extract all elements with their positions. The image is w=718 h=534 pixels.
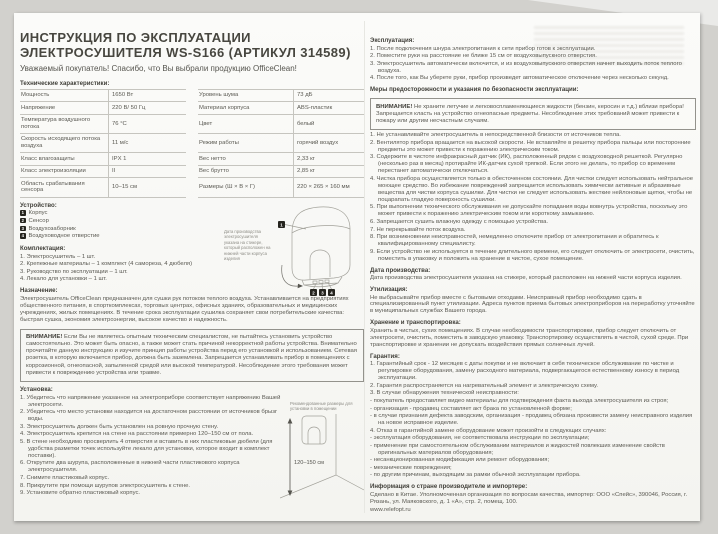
title-line-1: ИНСТРУКЦИЯ ПО ЭКСПЛУАТАЦИИ bbox=[20, 30, 251, 45]
safety-item: 9. Если устройство не используется в течение длительного времени, его следует отключить от электросети, очистить, поместить в упаковку и положить на хранение в чистое, сухое помещение. bbox=[370, 248, 695, 262]
warranty-item: 3. В случае обнаружения технической неисправности: bbox=[370, 390, 519, 397]
warranty-item: 1. Гарантийный срок - 12 месяцев с даты покупки и не включает в себя техническое обслуживание по чистке и регулировке оборудования, замену расходного материала, подвергающегося естественному износу в период эксплуатации. bbox=[370, 361, 680, 382]
table-gap bbox=[186, 102, 198, 115]
operation-step: 4. После того, как Вы уберете руки, прибор произведет автоматическое отключение через несколько секунд. bbox=[370, 75, 669, 82]
production-date-text: Дата производства электросушителя указана на стикере, который расположен на нижней части корпуса изделия. bbox=[370, 275, 682, 282]
spec-label: Уровень шума bbox=[198, 89, 294, 103]
spec-label: Материал корпуса bbox=[198, 102, 294, 115]
spec-value: горячий воздух bbox=[294, 134, 364, 153]
spec-label: Скорость исходящего потока воздуха bbox=[20, 134, 109, 153]
warranty-item: - механические повреждения; bbox=[370, 464, 452, 471]
table-gap bbox=[186, 166, 198, 179]
install-step: 4. Электросушитель крепится на стене на расстоянии примерно 120–150 см от пола. bbox=[20, 431, 254, 438]
title-line-2: ЭЛЕКТРОСУШИТЕЛЯ WS-S166 (АРТИКУЛ 314589) bbox=[20, 44, 351, 60]
spec-value: 220 В/ 50 Гц bbox=[109, 102, 186, 115]
device-diagram bbox=[224, 203, 364, 297]
install-step: 5. В стене необходимо просверлить 4 отверстия и вставить в них пластиковые дюбели (для удобства разметки точек используйте лекало для установки, которое входит в комплект поставки). bbox=[20, 438, 273, 459]
warning-box-safety bbox=[370, 98, 696, 130]
spec-value: ABS-пластик bbox=[294, 102, 364, 115]
warning-text: Не храните летучие и легковоспламеняющиеся жидкости (бензин, керосин и т.д.) вблизи прибора! Запрещается класть на устройство огнеопасные предметы. Несоблюдение этих требований может привести к пожару или другим несчастным случаям. bbox=[376, 103, 684, 124]
safety-item: 8. При возникновении неисправностей, немедленно отключите прибор от электропитания и обратитесь к квалифицированному специалисту. bbox=[370, 234, 659, 248]
item-number-badge: 1 bbox=[21, 210, 24, 216]
warranty-item: - эксплуатация оборудования, не соответствовала инструкции по эксплуатации; bbox=[370, 435, 590, 442]
spec-label: Мощность bbox=[20, 89, 109, 103]
safety-item: 2. Вентилятор прибора вращается на высокой скорости. Не вставляйте в решетку прибора пальцы или посторонние предметы это может привести к поражению электрическим током. bbox=[370, 139, 691, 153]
spec-label: Вес нетто bbox=[198, 153, 294, 166]
safety-item: 6. Запрещается сушить влажную одежду с помощью устройства. bbox=[370, 218, 549, 225]
item-number-badge: 2 bbox=[21, 217, 24, 223]
spec-label: Вес брутто bbox=[198, 166, 294, 179]
production-date-heading: Дата производства: bbox=[370, 266, 431, 274]
device-item-label: Воздухозаборник bbox=[28, 225, 76, 232]
mounting-height-sketch bbox=[280, 414, 364, 502]
spec-value: 1650 Вт bbox=[109, 89, 186, 103]
warranty-item: 2. Гарантия распространяется на нагревательный элемент и электрическую схему. bbox=[370, 382, 598, 389]
install-step: 3. Электросушитель должен быть установлен на ровную прочную стену. bbox=[20, 423, 219, 430]
manufacturer-heading: Информация о стране производителе и импортере: bbox=[370, 483, 528, 491]
install-list bbox=[20, 395, 284, 497]
callout-3: 3 bbox=[321, 290, 324, 296]
spec-value: 73 дБ bbox=[294, 89, 364, 103]
device-item-label: Корпус bbox=[28, 210, 48, 217]
item-number-badge: 4 bbox=[21, 233, 24, 239]
page-title bbox=[20, 31, 364, 60]
warranty-item: - по другим причинам, выходящим за рамки обычной эксплуатации прибора. bbox=[370, 472, 581, 479]
table-gap bbox=[186, 178, 198, 197]
warranty-item: 4. Отказ в гарантийной замене оборудование может произойти в следующих случаях: bbox=[370, 427, 607, 434]
safety-item: 4. Чистка прибора осуществляется только в обесточенном состоянии. Для чистки следует использовать нейтральное моющее средство. Во избежание повреждений запрещается использовать химически активные и абразивные вещества для чистки корпуса сушилки. Для чистки не следует использовать жесткие нейлоновые щетки, чтобы не поцарапать гладкую поверхность сушилки. bbox=[370, 175, 694, 203]
install-diagram bbox=[280, 401, 364, 505]
install-step: 8. Прикрутите при помощи шурупов электросушитель к стене. bbox=[20, 482, 191, 489]
install-step: 2. Убедитесь что место установки находится на достаточном расстоянии от источников брызг воды. bbox=[20, 409, 278, 423]
install-step: 6. Открутите два шурупа, расположенные в нижней части пластикового корпуса электросушителя. bbox=[20, 460, 240, 474]
website-link: www.relefopt.ru bbox=[370, 506, 411, 513]
greeting-text: Уважаемый покупатель! Спасибо, что Вы выбрали продукцию OfficeClean! bbox=[20, 64, 297, 73]
left-column bbox=[20, 31, 364, 498]
spec-value: 220 × 265 × 160 мм bbox=[294, 178, 364, 197]
table-gap bbox=[186, 153, 198, 166]
spec-label: Класс электроизоляции bbox=[20, 166, 109, 179]
safety-item: 1. Не устанавливайте электросушитель в непосредственной близости от источников тепла. bbox=[370, 132, 621, 139]
warranty-item: - в случае признания дефекта заводским, организация - продавец обязана произвести замену неисправного изделия на новое исправное изделие. bbox=[370, 413, 693, 427]
install-step: 9. Установите обратно пластиковый корпус. bbox=[20, 490, 141, 497]
hand-dryer-sketch bbox=[276, 203, 364, 297]
operation-list bbox=[370, 46, 696, 83]
specs-table bbox=[20, 89, 364, 198]
spec-value: II bbox=[109, 166, 186, 179]
table-gap bbox=[186, 134, 198, 153]
spec-value: 10–15 см bbox=[109, 178, 186, 197]
spec-value: белый bbox=[294, 115, 364, 134]
warranty-item: - покупатель предоставляет видео материалы для подтверждения факта выхода электросушителя из строя; bbox=[370, 397, 669, 404]
spec-label: Напряжение bbox=[20, 102, 109, 115]
warning-label: ВНИМАНИЕ! bbox=[26, 334, 63, 341]
spec-value: 2,33 кг bbox=[294, 153, 364, 166]
callout-4: 4 bbox=[330, 290, 333, 296]
safety-item: 5. При выполнении технического обслуживания не допускайте попадания воды вовнутрь устройства, поскольку это может привести к поражению электрическим током или короткому замыканию. bbox=[370, 204, 688, 218]
safety-item: 7. Не перекрывайте поток воздуха. bbox=[370, 226, 466, 233]
operation-step: 1. После подключения шнура электропитания к сети прибор готов к эксплуатации. bbox=[370, 45, 596, 52]
spec-value: 2,85 кг bbox=[294, 166, 364, 179]
package-item: 2. Крепежные материалы – 1 комплект (4 самореза, 4 дюбеля) bbox=[20, 261, 193, 268]
install-heading: Установка: bbox=[20, 386, 53, 394]
disposal-text: Не выбрасывайте прибор вместе с бытовыми отходами. Неисправный прибор необходимо сдать в специализированный пункт утилизации. Адреса пунктов приема бытовых электроприборов на переработку уточняйте в муниципальных службах Вашего города. bbox=[370, 294, 695, 315]
install-diagram-caption: Рекомендованные размеры для установки в помещении bbox=[290, 401, 353, 412]
callout-1: 1 bbox=[280, 222, 283, 228]
warranty-item: - применение при самостоятельном обслуживании материалов и жидкостей повлекших изменение свойств оригинальных материалов оборудования; bbox=[370, 442, 665, 456]
mounting-height-label: 120–150 см bbox=[294, 459, 324, 466]
device-diagram-note: Дата производства электросушителя указана на стикере, который расположен на нижней части корпуса изделия bbox=[224, 229, 271, 262]
warning-label: ВНИМАНИЕ! bbox=[376, 103, 413, 110]
safety-list bbox=[370, 132, 696, 262]
safety-item: 3. Содержите в чистоте инфракрасный датчик (ИК), расположенный рядом с воздуховодной решеткой. Регулярно (несколько раз в месяц) протирайте ИК-датчик сухой тряпкой. Если этого не делать, то прибор со временем перестанет автоматически отключаться. bbox=[370, 154, 683, 175]
item-number-badge: 3 bbox=[21, 225, 24, 231]
table-gap bbox=[186, 115, 198, 134]
safety-heading: Меры предосторожности и указания по безопасности эксплуатации: bbox=[370, 86, 579, 94]
spec-label: Температура воздушного потока bbox=[20, 115, 109, 134]
spec-label: Область срабатывания сенсора bbox=[20, 178, 109, 197]
package-item: 3. Руководство по эксплуатации – 1 шт. bbox=[20, 268, 128, 275]
warranty-heading: Гарантия: bbox=[370, 352, 400, 360]
warranty-list bbox=[370, 361, 696, 479]
disposal-heading: Утилизация: bbox=[370, 286, 408, 294]
column-divider bbox=[364, 21, 365, 513]
device-item-label: Воздуховодное отверстие bbox=[28, 233, 100, 240]
warning-text: Если Вы не являетесь опытным техническим специалистом, не пытайтесь установить устройство самостоятельно. Это может быть опасно, а также может стать причиной некорректной работы устройства. Внимательно прочитайте данную инструкцию и изучите принцип работы устройства перед его установкой и использованием. Сетевая розетка, в которую включается прибор, должна быть заземлена. Запрещается устанавливать прибор в помещениях с коррозионной, огнеопасной, запыленной средой или высокой температурой. Несоблюдение этого требования может привести к повреждению устройства или травме. bbox=[26, 334, 357, 376]
package-item: 1. Электросушитель – 1 шт. bbox=[20, 253, 96, 260]
package-item: 4. Лекало для установки – 1 шт. bbox=[20, 276, 107, 283]
device-item-label: Сенсор bbox=[28, 218, 49, 225]
operation-step: 2. Поместите руки на расстояние не ближе 15 см от воздуховыпускного отверстия. bbox=[370, 53, 597, 60]
spec-label: Размеры (Ш × В × Г) bbox=[198, 178, 294, 197]
right-column bbox=[370, 37, 696, 514]
instruction-page bbox=[14, 13, 700, 521]
storage-heading: Хранение и транспортировка: bbox=[370, 319, 461, 327]
specs-heading: Технические характеристики: bbox=[20, 80, 110, 87]
warning-box-install bbox=[20, 329, 364, 382]
spec-value: 11 м/с bbox=[109, 134, 186, 153]
spec-label: Режим работы bbox=[198, 134, 294, 153]
storage-text: Хранить в чистых, сухих помещениях. В случае необходимости транспортировки, прибор следует отключить от электросети, очистить, поместить в заводскую упаковку. Транспортировку осуществлять в чистой, сухой среде. При транспортировке и хранении не допускать воздействия прямых солнечных лучей. bbox=[370, 327, 689, 348]
spec-label: Класс влагозащиты bbox=[20, 153, 109, 166]
operation-heading: Эксплуатация: bbox=[370, 37, 415, 44]
spec-label: Цвет bbox=[198, 115, 294, 134]
install-step: 1. Убедитесь что напряжение указанное на электроприборе соответствует напряжению Вашей электросети. bbox=[20, 394, 281, 408]
spec-value: 76 °C bbox=[109, 115, 186, 134]
warranty-item: - организация - продавец составляет акт брака по установленной форме; bbox=[370, 405, 572, 412]
purpose-text: Электросушитель OfficeClean предназначен для сушки рук потоком теплого воздуха. Устанавливается на предприятиях общественного питания, в спорткомплексах, торговых центрах, офисных зданиях, образовательных и медицинских учреждениях, жилых помещениях. В течение срока эксплуатации сушилка сохраняет свои потребительские качества: быстрая сушка, экономия электроэнергии, высокое качество и надежность. bbox=[20, 295, 349, 323]
warranty-item: - несанкционированная модификация или ремонт оборудования; bbox=[370, 457, 550, 464]
purpose-heading: Назначение: bbox=[20, 287, 58, 295]
package-heading: Комплектация: bbox=[20, 245, 66, 253]
table-gap bbox=[186, 89, 198, 103]
manufacturer-text: Сделано в Китае. Уполномоченная организация по вопросам качества, импортер: ООО «Спейс», 390046, Россия, г. Рязань, ул. Маяковского, д. 1 «А», стр. 2, помещ. 100. bbox=[370, 491, 688, 505]
device-heading: Устройство: bbox=[20, 201, 57, 209]
callout-2: 2 bbox=[312, 290, 315, 296]
spec-value: IPX 1 bbox=[109, 153, 186, 166]
install-step: 7. Снимите пластиковый корпус. bbox=[20, 474, 110, 481]
operation-step: 3. Электросушитель автоматически включится, и из воздуховыпускного отверстия начнет выходить поток теплого воздуха. bbox=[370, 60, 682, 74]
